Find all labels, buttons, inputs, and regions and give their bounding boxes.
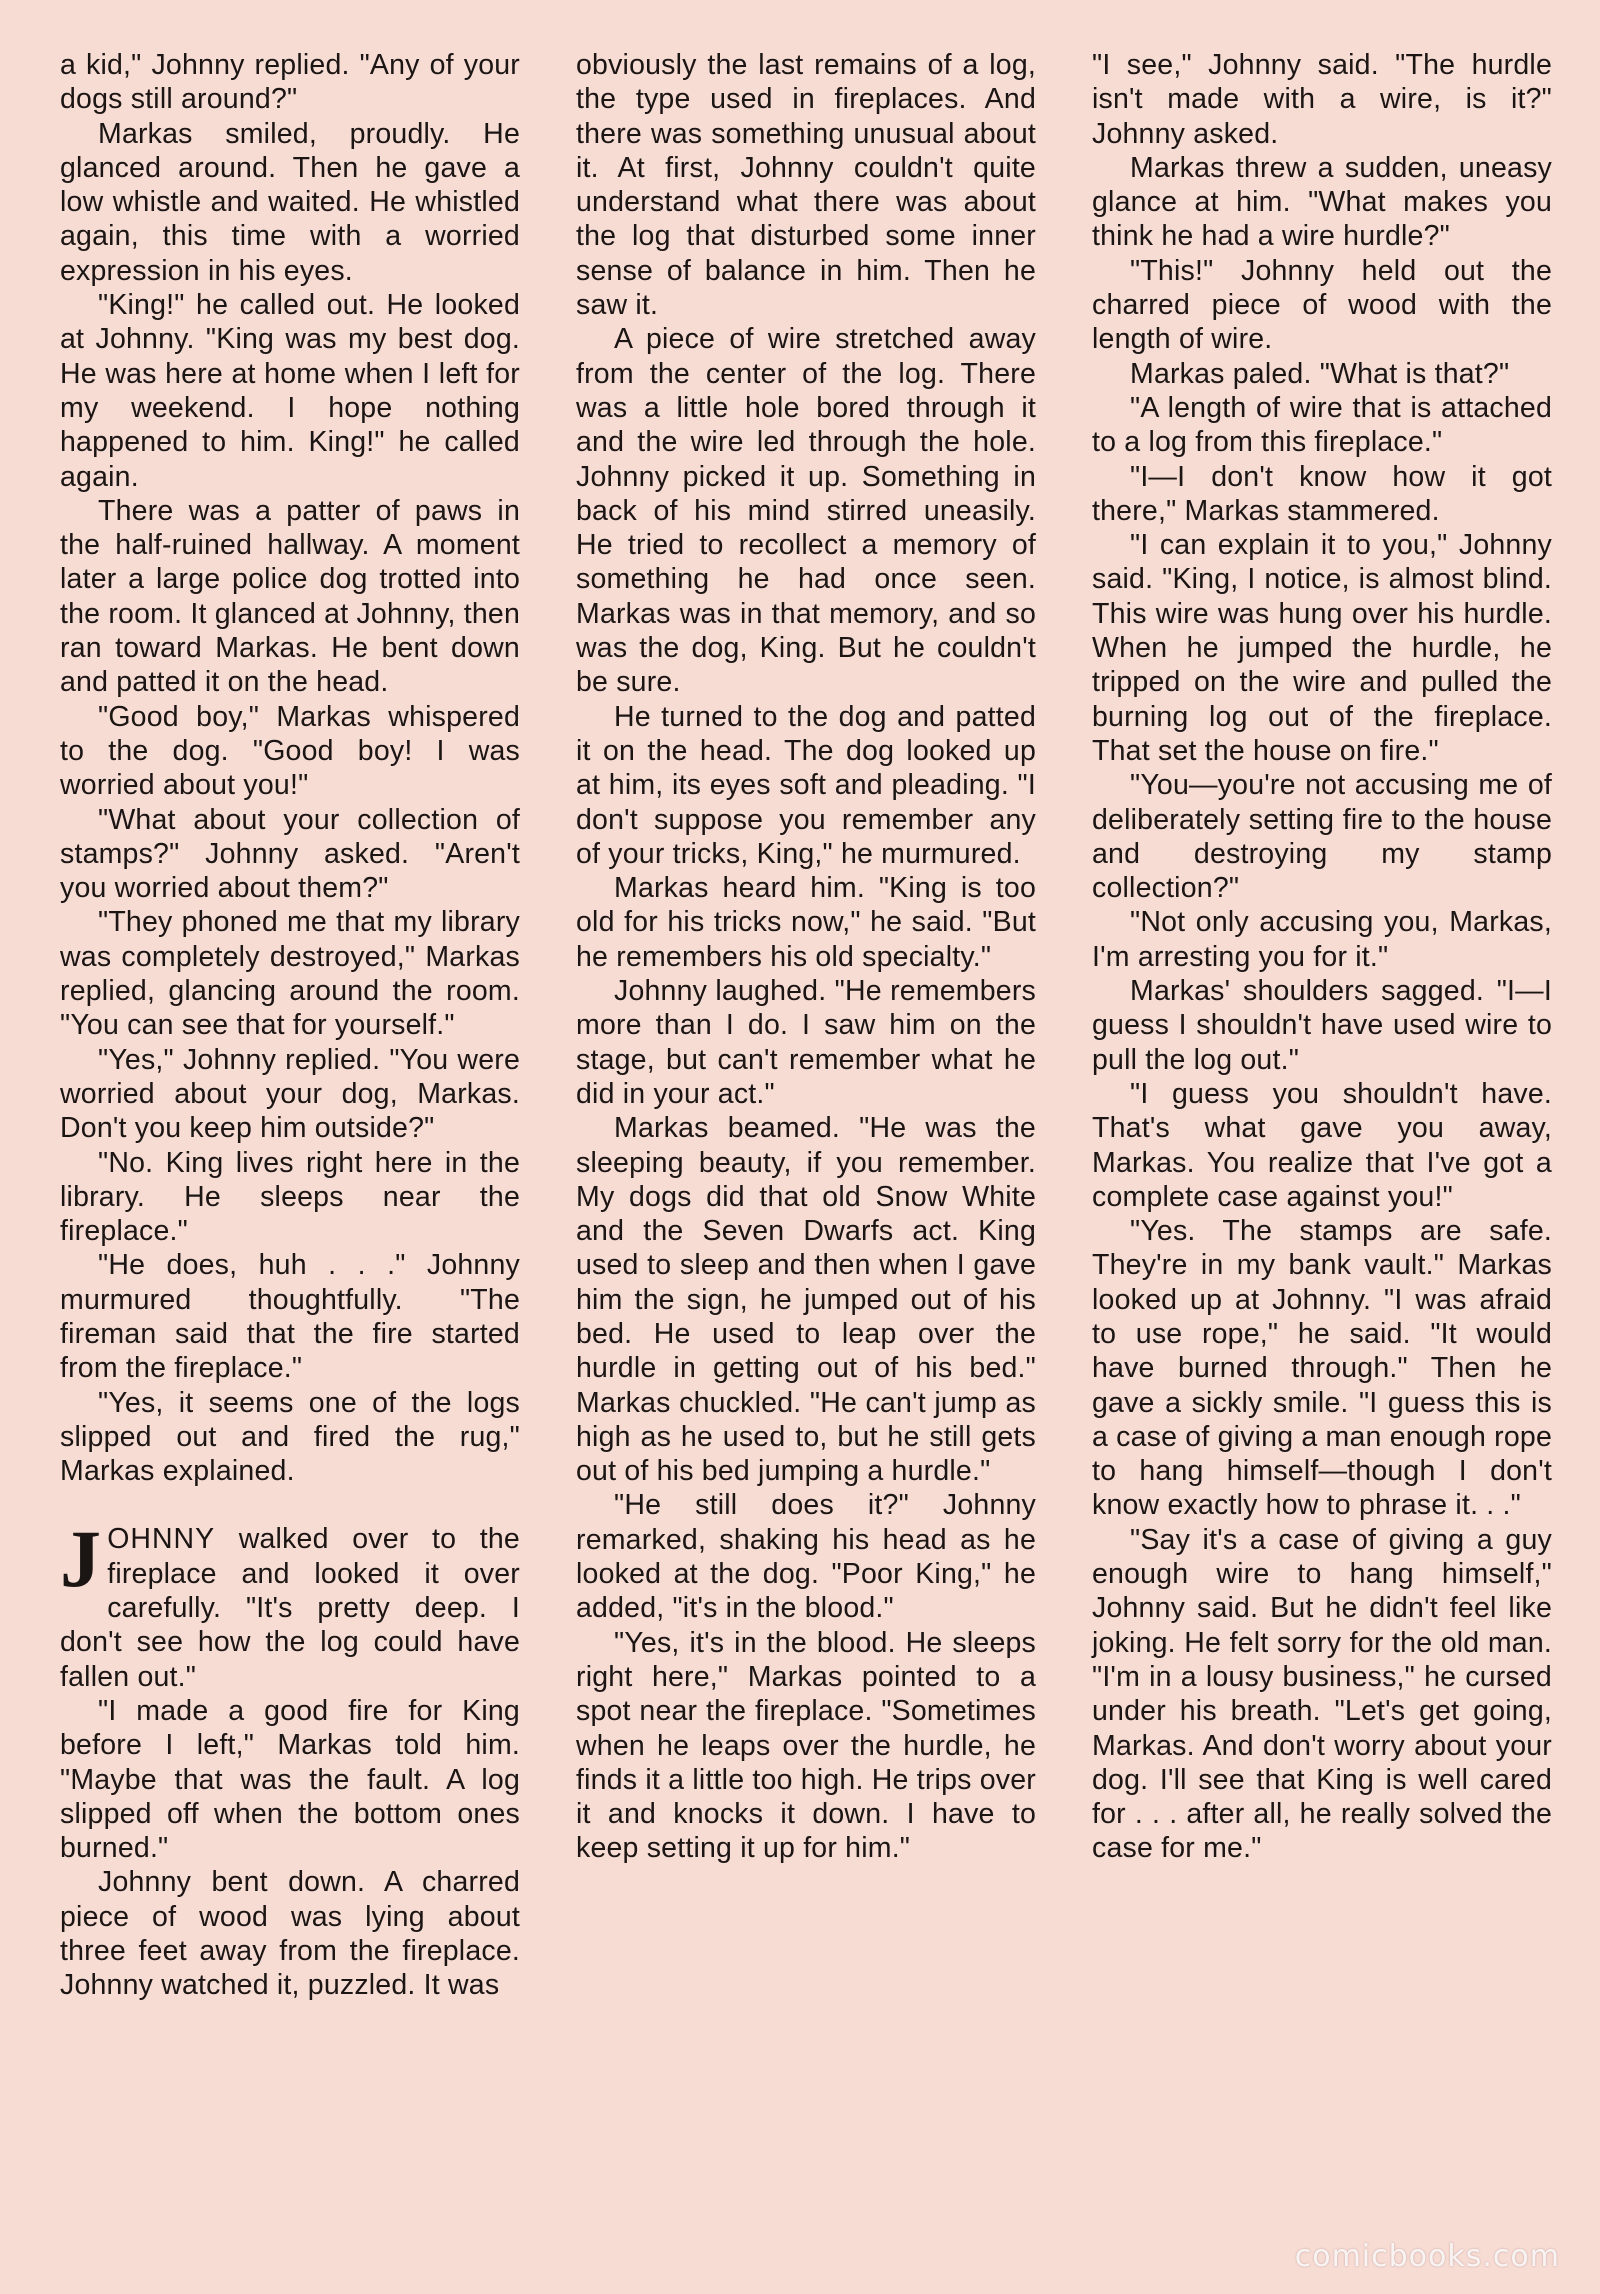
paragraph-text: a kid," Johnny replied. "Any of your dogs still around?" [60,49,520,116]
paragraph [60,117,520,288]
paragraph-text: "Yes. The stamps are safe. They're in my bank vault." Markas looked up at Johnny. "I was afraid to use rope," he said. "It would have burned through." Then he gave a sickly smile. "I guess this is a case of giving a man enough rope to hang himself—though I don't know exactly how to phrase it. . ." [1092,1215,1552,1522]
paragraph-text: A piece of wire stretched away from the center of the log. There was a little hole bored through it and the wire led through the hole. Johnny picked it up. Something in back of his mind stirred uneasily. He tried to recollect a memory of something he had once seen. Markas was in that memory, and so was the dog, King. But he couldn't be sure. [576,323,1036,699]
paragraph-text: obviously the last remains of a log, the type used in fireplaces. And there was something unusual about it. At first, Johnny couldn't quite understand what there was about the log that disturbed some inner sense of balance in him. Then he saw it. [576,49,1036,322]
paragraph [60,905,520,1042]
paragraph-text: "I made a good fire for King before I left," Markas told him. "Maybe that was the fault. A log slipped off when the bottom ones burned." [60,1694,520,1865]
paragraph-text: Markas beamed. "He was the sleeping beauty, if you remember. My dogs did that old Snow White and the Seven Dwarfs act. King used to sleep and then when I gave him the sign, he jumped out of his bed. He used to leap over the hurdle in getting out of his bed." Markas chuckled. "He can't jump as high as he used to, but he still gets out of his bed jumping a hurdle." [576,1112,1036,1488]
text-column-1 [60,48,520,2003]
paragraph-text: Markas heard him. "King is too old for his tricks now," he said. "But he remembers his old specialty." [576,872,1036,973]
paragraph [60,1386,520,1489]
paragraph [1092,1077,1552,1214]
paragraph-text: "King!" he called out. He looked at Johnny. "King was my best dog. He was here at home when I left for my weekend. I hope nothing happened to him. King!" he called again. [60,289,520,493]
text-column-3 [1092,48,1552,1866]
paragraph [60,700,520,803]
paragraph-text: Markas paled. "What is that?" [1130,357,1510,390]
paragraph [576,700,1036,871]
paragraph [60,1146,520,1249]
paragraph-text: "I—I don't know how it got there," Markas stammered. [1092,460,1552,527]
paragraph-text: "I guess you shouldn't have. That's what gave you away, Markas. You realize that I've got a complete case against you!" [1092,1077,1552,1213]
paragraph [1092,151,1552,254]
paragraph [1092,460,1552,529]
paragraph [576,1111,1036,1488]
paragraph [60,1043,520,1146]
paragraph [1092,357,1552,391]
paragraph [1092,254,1552,357]
paragraph-text: "They phoned me that my library was completely destroyed," Markas replied, glancing around the room. "You can see that for yourself." [60,906,520,1042]
paragraph [1092,905,1552,974]
paragraph-text: Johnny laughed. "He remembers more than I do. I saw him on the stage, but can't remember what he did in your act." [576,975,1036,1110]
paragraph-text: He turned to the dog and patted it on the head. The dog looked up at him, its eyes soft and pleading. "I don't suppose you remember any of your tricks, King," he murmured. [576,700,1036,870]
paragraph [60,1513,520,1693]
paragraph-text: "He does, huh . . ." Johnny murmured thoughtfully. "The fireman said that the fire started from the fireplace." [60,1249,520,1385]
paragraph-text: "You—you're not accusing me of deliberately setting fire to the house and destroying my stamp collection?" [1092,769,1552,905]
paragraph [1092,768,1552,905]
paragraph-text: "Yes, it's in the blood. He sleeps right here," Markas pointed to a spot near the fireplace. "Sometimes when he leaps over the hurdle, he finds it a little too high. He trips over it and knocks it down. I have to keep setting it up for him." [576,1626,1036,1865]
lead-word: OHNNY [107,1523,216,1556]
paragraph [576,1626,1036,1866]
paragraph [576,48,1036,322]
paragraph [1092,974,1552,1077]
paragraph-text: walked over to the fireplace and looked it over carefully. "It's pretty deep. I don't see how the log could have fallen out." [60,1523,520,1693]
text-column-2 [576,48,1036,1866]
paragraph-text: "This!" Johnny held out the charred piece of wood with the length of wire. [1092,254,1552,356]
paragraph [60,1865,520,2002]
paragraph-text: Markas threw a sudden, uneasy glance at him. "What makes you think he had a wire hurdle?" [1092,151,1552,253]
paragraph-text: "Yes, it seems one of the logs slipped out and fired the rug," Markas explained. [60,1386,520,1488]
paragraph [60,1248,520,1385]
paragraph-text: "No. King lives right here in the library. He sleeps near the fireplace." [60,1146,520,1248]
paragraph [1092,391,1552,460]
paragraph [60,288,520,494]
paragraph-text: "Yes," Johnny replied. "You were worried about your dog, Markas. Don't you keep him outside?" [60,1043,520,1145]
paragraph [576,1488,1036,1625]
paragraph-text: Markas smiled, proudly. He glanced around. Then he gave a low whistle and waited. He whistled again, this time with a worried expression in his eyes. [60,117,520,287]
paragraph [1092,528,1552,768]
paragraph-text: "He still does it?" Johnny remarked, shaking his head as he looked at the dog. "Poor King," he added, "it's in the blood." [576,1489,1036,1625]
drop-cap: J [60,1513,102,1605]
paragraph [576,974,1036,1111]
paragraph-text: "I can explain it to you," Johnny said. "King, I notice, is almost blind. This wire was hung over his hurdle. When he jumped the hurdle, he tripped on the wire and pulled the burning log out of the fireplace. That set the house on fire." [1092,529,1552,767]
paragraph-text: There was a patter of paws in the half-ruined hallway. A moment later a large police dog trotted into the room. It glanced at Johnny, then ran toward Markas. He bent down and patted it on the head. [60,494,520,699]
watermark: comicbooks.com [1294,2239,1560,2274]
paragraph-text: "Good boy," Markas whispered to the dog. "Good boy! I was worried about you!" [60,700,520,802]
paragraph [60,494,520,700]
paragraph [1092,48,1552,151]
paragraph [60,48,520,117]
paragraph [576,322,1036,699]
paragraph [1092,1214,1552,1523]
paragraph-text: Johnny bent down. A charred piece of wood was lying about three feet away from the fireplace. Johnny watched it, puzzled. It was [60,1866,520,2002]
paragraph-text: "Say it's a case of giving a guy enough wire to hang himself," Johnny said. But he didn't feel like joking. He felt sorry for the old man. "I'm in a lousy business," he cursed under his breath. "Let's get going, Markas. And don't worry about your dog. I'll see that King is well cared for . . . after all, he really solved the case for me." [1092,1523,1552,1865]
paragraph-text: "I see," Johnny said. "The hurdle isn't made with a wire, is it?" Johnny asked. [1092,49,1552,150]
paragraph [60,803,520,906]
paragraph [1092,1523,1552,1866]
paragraph-text: "What about your collection of stamps?" Johnny asked. "Aren't you worried about them?" [60,803,520,905]
paragraph [60,1694,520,1865]
paragraph [576,871,1036,974]
paragraph-text: Markas' shoulders sagged. "I—I guess I shouldn't have used wire to pull the log out." [1092,975,1552,1076]
paragraph-text: "A length of wire that is attached to a log from this fireplace." [1092,391,1552,459]
paragraph-text: "Not only accusing you, Markas, I'm arresting you for it." [1092,906,1552,973]
